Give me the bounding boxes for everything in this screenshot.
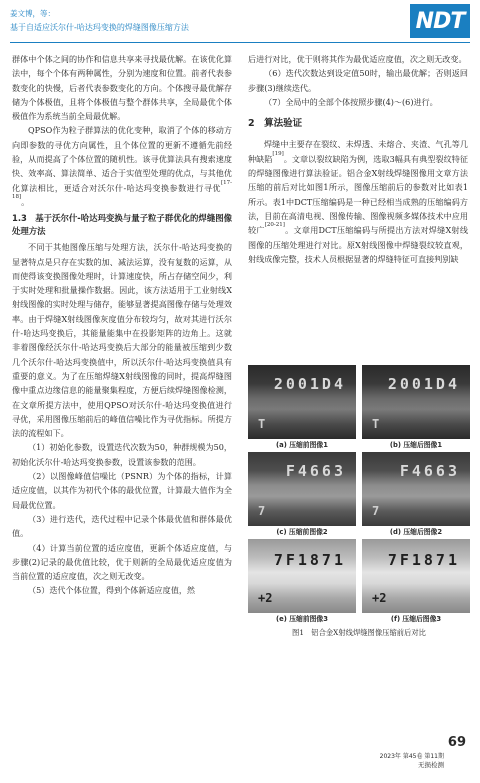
panel-caption: (e) 压缩前图像3: [276, 615, 328, 623]
film-marking: 7: [372, 504, 380, 518]
citation: [19]: [272, 150, 284, 157]
film-marking: +2: [372, 591, 387, 605]
left-column: [12, 52, 232, 598]
journal-name: 无损检测: [418, 761, 444, 769]
paragraph: [12, 123, 232, 209]
citation: [20-21]: [264, 222, 285, 229]
panel-caption: (f) 压缩后图像3: [390, 615, 442, 623]
section-heading: 2 算法验证: [248, 118, 303, 130]
panel-caption: (a) 压缩前图像1: [276, 441, 328, 449]
page-header: [0, 0, 480, 44]
text-run: 。文章以裂纹缺陷为例，选取3幅具有典型裂纹特征的焊缝图像进行算法验证。铝合金X射线焊缝图像用文章方法压缩的前后对比如图1所示，图像压缩前后的参数对比如表1所示。表1中DCT压缩编码是一种已经相当成熟的压缩编码方法，目前在高清电视、图像传输、图像视频多媒体技术中应用较广: [248, 153, 468, 236]
weld-xray-image: [248, 452, 356, 526]
text-run: 。文章用DCT压缩编码与所提出方法对焊缝X射线图像的压缩处理进行对比。原X射线图像中焊缝裂纹较直观，射线成像完整，技术人员根据显著的焊缝特征可直接判别缺: [248, 225, 468, 264]
figure-panel: [362, 539, 470, 625]
running-authors: 姜文博，等：: [10, 9, 55, 18]
paragraph: [248, 137, 468, 266]
figure-panel: [248, 539, 356, 625]
panel-caption: (b) 压缩后图像1: [389, 441, 443, 449]
weld-xray-image: [362, 365, 470, 439]
figure-panel: [248, 452, 356, 538]
running-title: 基于自适应沃尔什-哈达玛变换的焊缝图像压缩方法: [10, 23, 189, 32]
panel-caption: (d) 压缩后图像2: [389, 528, 443, 536]
film-marking: 7: [258, 504, 266, 518]
step-6: （6）迭代次数达到设定值50时，输出最优解；否则返回步骤(3)继续迭代。: [248, 68, 468, 93]
journal-logo: NDT: [410, 4, 470, 38]
step-4: （4）计算当前位置的适应度值，更新个体适应度值，与步骤(2)记录的最优值比较，优于则新的全局最优适应度值为当前位置的适应度值，次之则无改变。: [12, 542, 232, 582]
text-run: 焊缝中主要存在裂纹、未焊透、未熔合、夹渣、气孔等几种缺陷: [248, 139, 468, 164]
step-7: （7）全局中的全部个体按照步骤(4)～(6)进行。: [264, 96, 438, 107]
film-marking: T: [258, 417, 266, 431]
film-marking: T: [372, 417, 380, 431]
text-run: 。: [21, 196, 30, 207]
figure-panel: [248, 365, 356, 451]
citation: [17-18]: [12, 179, 232, 200]
step-5: （5）迭代个体位置，得到个体新适应度值，然: [28, 585, 196, 596]
step-1: （1）初始化参数，设置迭代次数为50，种群规模为50，初始化沃尔什-哈达玛变换参数，设置该参数的范围。: [12, 442, 232, 467]
film-marking: 2001D4: [273, 375, 346, 393]
step-2: （2）以图像峰值信噪比（PSNR）为个体的指标，计算适应度值，以其作为初代个体的最优位置，计算最大值作为全局最优位置。: [12, 471, 232, 510]
weld-xray-image: [362, 539, 470, 613]
film-marking: F4663: [399, 462, 460, 480]
film-marking: 7F1871: [387, 551, 460, 569]
film-marking: +2: [258, 591, 273, 605]
text-run: QPSO作为粒子群算法的优化变种，取消了个体的移动方向即参数的寻优方向属性，且个体位置的更新不遵循先前经验，从而提高了个体位置的随机性。该寻优算法具有搜索速度快、效率高、算法简单、适合于实值型处理的优点，与其他优化算法相比，更适合对沃尔什-哈达玛变换参数进行寻优: [12, 125, 232, 193]
paragraph: 后进行对比，优于则将其作为最优适应度值，次之则无改变。: [248, 54, 467, 64]
film-marking: 2001D4: [387, 375, 460, 393]
page-number: 69: [447, 735, 466, 750]
step-3: （3）进行迭代，迭代过程中记录个体最优值和群体最优值。: [12, 513, 232, 539]
film-marking: 7F1871: [273, 551, 346, 569]
figure-panel: [362, 452, 470, 538]
paragraph: 不同于其他图像压缩与处理方法，沃尔什-哈达玛变换的显著特点是只存在实数的加、减法运算，没有复数的运算，从而使得该变换图像处理时，计算速度快，所占存储空间少，利于实时处理和批量操作数据。因此，该方法适用于工业射线X射线图像的实时处理与储存，能够显著提高图像存储与处理效率。由于焊缝X射线图像灰度值分布较均匀，故对其进行沃尔什-哈达玛变换后，其能量能集中在投影矩阵的边角上。这就非着图像经沃尔什-哈达玛变换后大部分的能量被压缩到少数几个沃尔什-哈达玛变换值中，所以沃尔什-哈达玛变换值具有重要的意义。为了在压缩焊缝X射线图像的同时，提高焊缝图像中重点边缘信息的能量聚集程度，方便后续焊缝图像检测，在文章所提方法中，使用QPSO对沃尔什-哈达玛变换值进行寻优，采用图像压缩前后的峰值信噪比作为寻优指标。所提方法的流程如下。: [12, 242, 232, 439]
section-heading: 1.3 基于沃尔什-哈达玛变换与量子粒子群优化的焊缝图像处理方法: [12, 213, 232, 237]
weld-xray-image: [362, 452, 470, 526]
header-rule: [10, 42, 470, 43]
issue-info: 2023年 第45卷 第11期: [379, 753, 444, 760]
weld-xray-image: [248, 539, 356, 613]
panel-caption: (c) 压缩前图像2: [276, 528, 328, 536]
figure-1: [248, 365, 470, 638]
paragraph: 群体中个体之间的协作和信息共享来寻找最优解。在该优化算法中，每个个体有两种属性，分别为速度和位置。前者代表参数变化的快慢，后者代表参数变化的方向。个体搜寻最优解存储为个体极值，且将个体极值与整个群体共享，全局最优个体极值作为系统当前全局最优解。: [12, 54, 232, 122]
weld-xray-image: [248, 365, 356, 439]
figure-panel: [362, 365, 470, 451]
figure-caption: 图1 铝合金X射线焊缝图像压缩前后对比: [292, 628, 426, 637]
right-column: [248, 52, 468, 266]
film-marking: F4663: [285, 462, 346, 480]
